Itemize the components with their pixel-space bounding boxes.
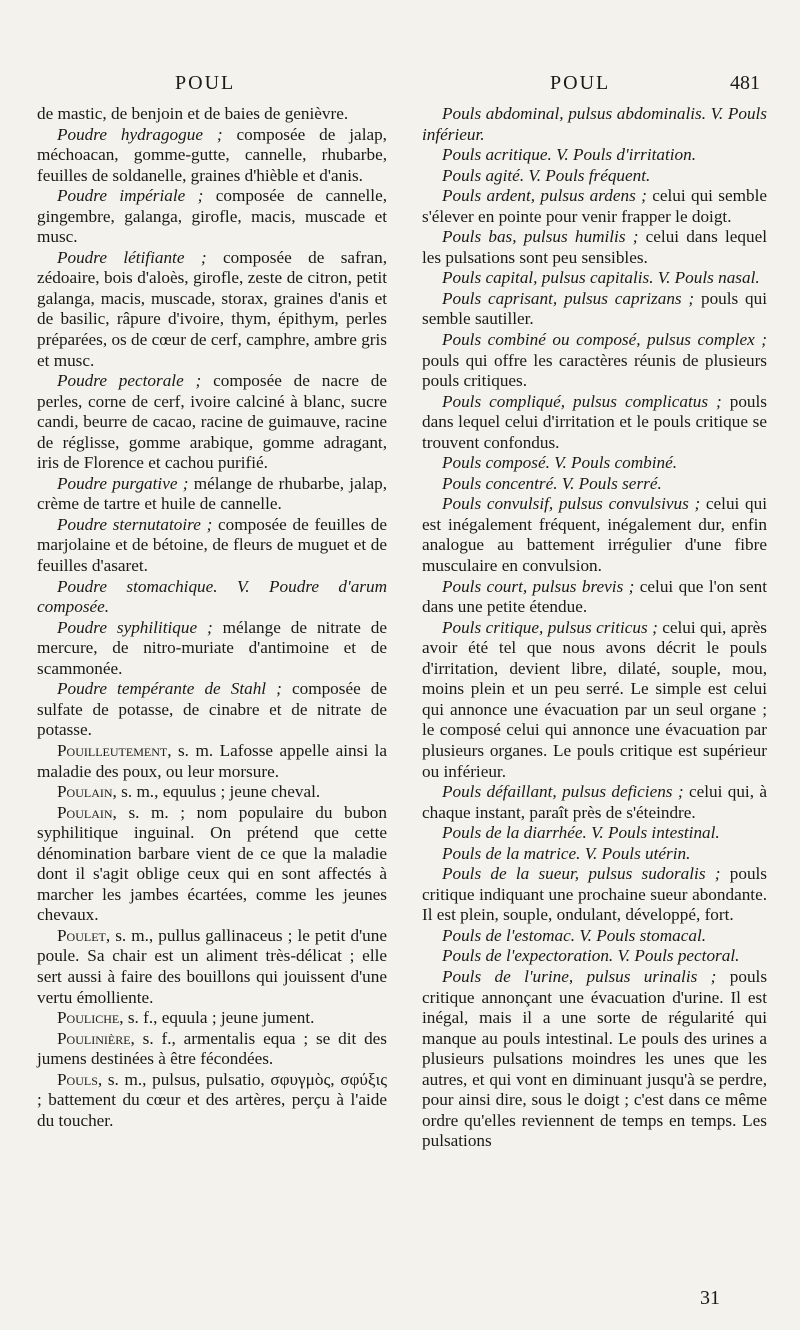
- left-column: [37, 104, 387, 1131]
- dictionary-entry: [37, 125, 387, 187]
- header-left: POUL: [175, 72, 236, 94]
- entry-term: Pouls critique, pulsus criticus ;: [442, 617, 658, 637]
- entry-text: s. m., equulus ; jeune cheval.: [116, 782, 321, 802]
- entry-term: Poulain,: [57, 782, 117, 802]
- dictionary-entry: [422, 618, 767, 782]
- dictionary-entry: [422, 926, 767, 947]
- dictionary-entry: [422, 330, 767, 392]
- dictionary-entry: [422, 844, 767, 865]
- entry-term: Pouls capital, pulsus capitalis. V. Pouls nasal.: [442, 268, 760, 288]
- entry-text: celui dans lequel les pulsations sont peu sensibles.: [422, 227, 767, 267]
- entry-text: celui qui, à chaque instant, paraît près de s'éteindre.: [422, 782, 767, 822]
- entry-text: mélange de nitrate de mercure, de nitro-muriate d'antimoine et de scammonée.: [37, 617, 387, 678]
- entry-text: celui que l'on sent dans une petite étendue.: [422, 576, 767, 617]
- entry-term: Pouls abdominal, pulsus abdominalis. V. Pouls inférieur.: [422, 104, 767, 144]
- dictionary-entry: [37, 618, 387, 680]
- dictionary-entry: [422, 946, 767, 967]
- dictionary-entry: [37, 1029, 387, 1070]
- entry-text: composée de sulfate de potasse, de cinabre et de nitrate de potasse.: [37, 679, 387, 740]
- entry-text: composée de cannelle, gingembre, galanga, girofle, macis, muscade et musc.: [37, 186, 388, 247]
- dictionary-entry: [422, 268, 767, 289]
- dictionary-entry: [422, 166, 767, 187]
- header-right: POUL: [550, 72, 611, 94]
- entry-term: Poulain,: [57, 802, 117, 822]
- entry-term: Pouls de la sueur, pulsus sudoralis ;: [442, 864, 721, 884]
- entry-term: Poudre tempérante de Stahl ;: [57, 679, 282, 699]
- entry-term: Pouls combiné ou composé, pulsus complex ;: [442, 330, 767, 350]
- dictionary-entry: [37, 926, 387, 1008]
- entry-text: pouls qui offre les caractères réunis de plusieurs pouls critiques.: [422, 350, 767, 391]
- entry-term: Pouls convulsif, pulsus convulsivus ;: [442, 494, 701, 514]
- dictionary-entry: [37, 474, 387, 515]
- entry-text: pouls critique annonçant une évacuation d'urine. Il est inégal, mais il a une sorte de régularité qui manque au pouls intestinal. Le pouls des urines a plusieurs pulsations moindres les unes que les autres, et qui vont en diminuant jusqu'à se perdre, pour ainsi dire, sous le doigt ; c'est dans ce même ordre qu'elles reviennent de temps en temps. Les pulsations: [422, 966, 768, 1151]
- entry-term: Poudre impériale ;: [57, 186, 204, 206]
- entry-term: Pouls acritique. V. Pouls d'irritation.: [442, 145, 697, 165]
- entry-term: Pouls défaillant, pulsus deficiens ;: [442, 782, 684, 802]
- dictionary-entry: [422, 145, 767, 166]
- entry-text: composée de nacre de perles, corne de cerf, ivoire calciné à blanc, sucre candi, beurre de cacao, racine de guimauve, racine de réglisse, gomme arabique, gomme adragant, iris de Florence et cachou purifié.: [37, 371, 388, 473]
- dictionary-entry: [37, 679, 387, 741]
- entry-term: Poudre hydragogue ;: [57, 124, 223, 144]
- page-number: 481: [730, 72, 760, 94]
- entry-term: Poudre pectorale ;: [57, 371, 202, 391]
- dictionary-entry: [422, 474, 767, 495]
- entry-term: Pouls compliqué, pulsus complicatus ;: [442, 391, 722, 411]
- running-header: [0, 72, 800, 102]
- dictionary-entry: [37, 1008, 387, 1029]
- entry-term: Poudre létifiante ;: [57, 247, 207, 267]
- entry-text: composée de feuilles de marjolaine et de bétoine, de fleurs de muguet et de feuilles d'asaret.: [37, 514, 387, 576]
- dictionary-entry: [422, 227, 767, 268]
- entry-term: Pouls composé. V. Pouls combiné.: [442, 453, 678, 473]
- entry-term: Pouls de l'expectoration. V. Pouls pectoral.: [442, 946, 740, 966]
- entry-term: Poulinière,: [57, 1028, 135, 1048]
- entry-text: celui qui, après avoir été tel que nous avons décrit le pouls d'irritation, devient libre, dilaté, souple, mou, moins plein et un peu serré. Le simple est celui qui annonce une évacuation par un seul organe ; le composé celui qui annonce une évacuation par plusieurs organes. Le pouls critique est supérieur ou inférieur.: [422, 617, 767, 781]
- entry-term: Pouls de la matrice. V. Pouls utérin.: [442, 843, 691, 863]
- entry-term: Poudre stomachique. V. Poudre d'arum composée.: [37, 576, 387, 617]
- entry-text: s. f., equula ; jeune jument.: [123, 1008, 315, 1028]
- entry-text: s. m. Lafosse appelle ainsi la maladie des poux, ou leur morsure.: [37, 740, 387, 781]
- entry-term: Poudre syphilitique ;: [57, 617, 213, 637]
- entry-term: Poudre sternutatoire ;: [57, 514, 213, 534]
- entry-term: Pouls de l'estomac. V. Pouls stomacal.: [442, 925, 707, 945]
- entry-text: de mastic, de benjoin et de baies de genièvre.: [37, 104, 349, 123]
- dictionary-entry: [37, 248, 387, 371]
- dictionary-entry: [422, 104, 767, 145]
- entry-text: composée de jalap, méchoacan, gomme-gutte, cannelle, rhubarbe, feuilles de soldanelle, graines d'hièble et d'anis.: [37, 124, 387, 185]
- entry-text: pouls dans lequel celui d'irritation et le pouls critique se trouvent confondus.: [422, 391, 767, 452]
- dictionary-entry: [37, 1070, 387, 1132]
- dictionary-entry: [37, 515, 387, 577]
- entry-term: Pouls concentré. V. Pouls serré.: [442, 473, 662, 493]
- entry-text: celui qui semble s'élever en pointe pour venir frapper le doigt.: [422, 186, 767, 226]
- entry-term: Pouilleutement,: [57, 740, 172, 760]
- dictionary-entry: [422, 864, 767, 926]
- dictionary-entry: [37, 186, 387, 248]
- signature-mark: 31: [700, 1287, 720, 1309]
- entry-term: Poudre purgative ;: [57, 473, 189, 493]
- dictionary-entry: [422, 823, 767, 844]
- entry-term: Pouls agité. V. Pouls fréquent.: [442, 165, 651, 185]
- dictionary-entry: [422, 453, 767, 474]
- right-column: [422, 104, 767, 1152]
- entry-text: mélange de rhubarbe, jalap, crème de tartre et huile de cannelle.: [37, 473, 387, 514]
- dictionary-entry: [422, 392, 767, 454]
- entry-term: Poulet,: [57, 925, 111, 945]
- dictionary-entry: [37, 782, 387, 803]
- entry-term: Pouls de la diarrhée. V. Pouls intestinal.: [442, 823, 720, 843]
- entry-text: celui qui est inégalement fréquent, inégalement dur, enfin analogue au battement irrégulier d'une fibre musculaire en convulsion.: [422, 494, 767, 576]
- entry-text: s. m., pulsus, pulsatio, σφυγμὸς, σφύξις ; battement du cœur et des artères, perçu à l'aide du toucher.: [37, 1069, 387, 1130]
- dictionary-entry: [422, 967, 767, 1152]
- dictionary-entry: [422, 186, 767, 227]
- entry-text: pouls critique indiquant une prochaine sueur abondante. Il est plein, souple, ondulant, développé, fort.: [422, 864, 767, 925]
- entry-term: Pouls ardent, pulsus ardens ;: [442, 186, 647, 206]
- entry-text: s. m., pullus gallinaceus ; le petit d'une poule. Sa chair est un aliment très-délicat ; elle sert aussi à faire des bouillons qui jouissent d'une vertu émolliente.: [37, 925, 387, 1007]
- entry-text: pouls qui semble sautiller.: [422, 288, 767, 329]
- entry-term: Pouls court, pulsus brevis ;: [442, 576, 635, 596]
- dictionary-entry: [422, 577, 767, 618]
- dictionary-entry: [422, 494, 767, 576]
- entry-term: Pouls caprisant, pulsus caprizans ;: [442, 288, 695, 308]
- entry-term: Pouls bas, pulsus humilis ;: [442, 227, 639, 247]
- entry-text: s. f., armentalis equa ; se dit des jumens destinées à être fécondées.: [37, 1028, 387, 1069]
- entry-term: Pouliche,: [57, 1008, 124, 1028]
- dictionary-entry: [422, 782, 767, 823]
- entry-text: composée de safran, zédoaire, bois d'aloès, girofle, zeste de citron, petit galanga, macis, muscade, storax, graines d'anis et de basilic, râpure d'ivoire, thym, épithym, perles préparées, os de cœur de cerf, camphre, ambre gris et musc.: [37, 247, 387, 370]
- entry-term: Pouls,: [57, 1069, 103, 1089]
- dictionary-entry: [37, 741, 387, 782]
- dictionary-entry: [37, 577, 387, 618]
- dictionary-entry: [422, 289, 767, 330]
- dictionary-entry: [37, 104, 387, 125]
- entry-term: Pouls de l'urine, pulsus urinalis ;: [442, 966, 717, 986]
- dictionary-entry: [37, 371, 387, 474]
- entry-text: s. m. ; nom populaire du bubon syphilitique inguinal. On prétend que cette dénomination barbare vient de ce que la maladie dont il s'agit oblige ceux qui en sont affectés à marcher les jambes écartées, comme les jeunes chevaux.: [37, 802, 387, 925]
- dictionary-entry: [37, 803, 387, 926]
